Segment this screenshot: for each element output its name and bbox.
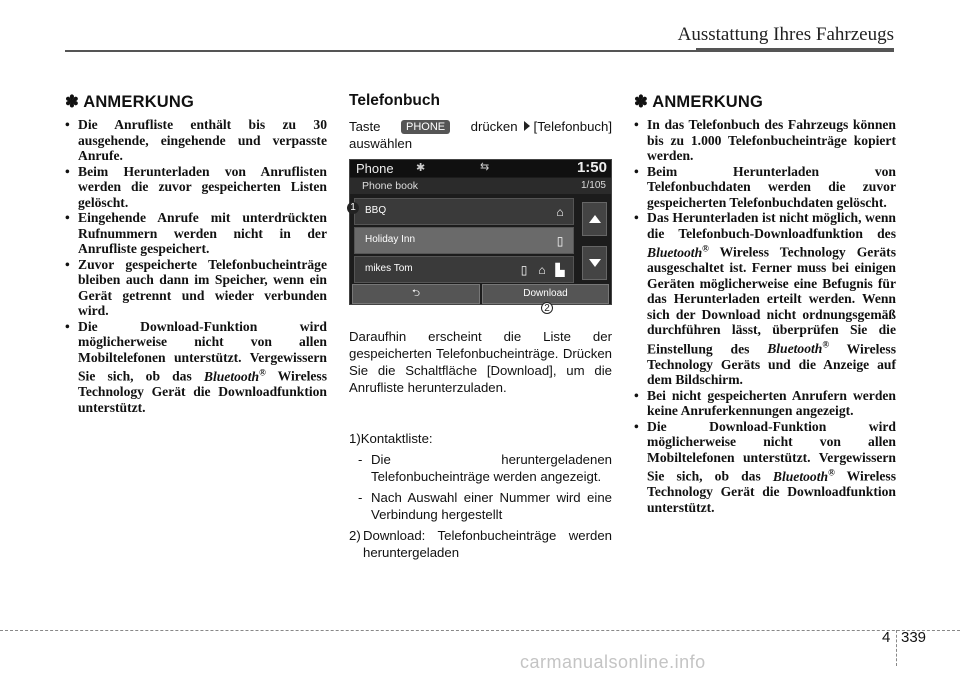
contact-row[interactable] (354, 227, 574, 254)
mobile-icon: ▯ (556, 234, 564, 248)
note-bullet-text: Die Download-Funktion wird möglicherweise nicht von allen Mobiltelefonen unterstützt. Vergewissern Sie sich, ob das (78, 318, 327, 384)
note-bullet: • Die Download-Funktion wird möglicherweise nicht von allen Mobiltelefonen unterstützt. Vergewissern Sie sich, ob das Bluetooth® Wireless Technology Gerät die Downloadfunktion unterstützt. (65, 318, 328, 415)
step-text: drücken (470, 119, 518, 134)
note-bullet-text: In das Telefonbuch des Fahrzeugs können bis zu 1.000 Telefonbucheinträge kopiert werden. (647, 117, 896, 163)
step-text: [Telefonbuch] auswählen (349, 119, 612, 151)
chapter-number: 4 (882, 629, 891, 646)
bluetooth-brand: Bluetooth® (203, 367, 266, 384)
callout-1: 1 (347, 202, 359, 214)
note-bullet-text: Beim Herunterladen von Anruflisten werden die zuvor gespeicherten Listen gelöscht. (78, 163, 327, 210)
page-number-separator (896, 630, 897, 666)
download-button[interactable]: Download (482, 284, 609, 304)
arrow-up-icon (589, 215, 601, 223)
back-button[interactable]: ⮌ (352, 284, 480, 304)
contact-row[interactable] (354, 256, 574, 283)
phonebook-section (349, 92, 612, 560)
instruction-step (349, 118, 612, 152)
list-item (349, 527, 612, 561)
list-label: Kontaktliste: (360, 431, 433, 446)
note-bullet-text: Die Download-Funktion wird möglicherweise nicht von allen Mobiltelefonen unterstützt. Vergewissern Sie sich, ob das (647, 418, 896, 484)
left-note (65, 92, 327, 415)
sub-item: - Nach Auswahl einer Nummer wird eine Verbindung hergestellt (358, 490, 612, 522)
screen-list-header (350, 178, 611, 194)
note-bullet: • Bei nicht gespeicherten Anrufern werden keine Anruferkennungen angezeigt. (634, 387, 896, 419)
section-title: Telefonbuch (349, 92, 440, 109)
list-number: 2) (349, 528, 361, 543)
home-icon: ⌂ (556, 205, 564, 219)
screen-clock: 1:50 (576, 159, 607, 176)
right-note (634, 92, 896, 515)
header-rule-accent (696, 48, 894, 52)
note-bullet: • Beim Herunterladen von Telefonbuchdaten werden die zuvor gespeicherten Telefonbuchdaten gelöscht. (634, 163, 896, 210)
contact-name: Holiday Inn (365, 234, 416, 245)
watermark: carmanualsonline.info (520, 652, 706, 672)
note-title: ✽ ANMERKUNG (65, 93, 195, 111)
note-bullet: • Zuvor gespeicherte Telefonbucheinträge bleiben auch dann im Speicher, wenn ein Gerät getrennt und wieder verbunden wird. (65, 256, 327, 318)
numbered-list (349, 430, 612, 561)
scroll-down-button[interactable] (582, 246, 607, 280)
contact-row[interactable] (354, 198, 574, 225)
arrow-right-icon (524, 121, 530, 131)
note-bullet: • Beim Herunterladen von Anruflisten werden die zuvor gespeicherten Listen gelöscht. (65, 163, 327, 210)
note-bullet: • In das Telefonbuch des Fahrzeugs können bis zu 1.000 Telefonbucheinträge kopiert werden. (634, 117, 896, 163)
phone-key-badge: PHONE (401, 120, 450, 134)
note-bullet-text: Die Anrufliste enthält bis zu 30 ausgehende, eingehende und verpasste Anrufe. (78, 117, 327, 163)
home-icon: ⌂ (538, 263, 546, 277)
note-bullet-text: Eingehende Anrufe mit unterdrückten Rufnummern werden nicht in der Anrufliste gespeichert. (78, 210, 327, 256)
usb-icon: ⇆ (480, 161, 490, 173)
note-bullet-text: Wireless Technology Gerät die Downloadfunktion unterstützt. (78, 368, 328, 415)
phonebook-screen (349, 159, 612, 305)
bluetooth-brand: Bluetooth® (767, 339, 830, 357)
note-bullet-text: Das Herunterladen ist nicht möglich, wenn die Telefonbuch-Downloadfunktion des (647, 210, 896, 241)
contact-name: mikes Tom (365, 263, 413, 274)
step-text: Taste (349, 119, 381, 134)
page-header-title: Ausstattung Ihres Fahrzeugs (677, 24, 894, 45)
note-bullet-list (65, 117, 327, 415)
note-bullet-list (634, 117, 896, 515)
note-bullet-text: Bei nicht gespeicherten Anrufern werden keine Anruferkennungen angezeigt. (647, 387, 896, 419)
scroll-up-button[interactable] (582, 202, 607, 236)
screen-page-counter: 1/105 (580, 180, 606, 191)
screen-status-bar (350, 160, 611, 177)
callout-2: 2 (541, 302, 553, 314)
bluetooth-brand: Bluetooth® (647, 243, 709, 260)
list-number: 1) (349, 431, 361, 446)
screen-app-title: Phone (356, 161, 394, 176)
screen-list-title: Phone book (362, 180, 419, 192)
mobile-icon: ▯ (520, 263, 528, 277)
description-paragraph: Daraufhin erscheint die Liste der gespeicherten Telefonbucheinträge. Drücken Sie die Schaltfläche [Download], um die Anrufliste herunterzuladen. (349, 329, 612, 395)
note-bullet-text: Zuvor gespeicherte Telefonbucheinträge bleiben auch dann im Speicher, wenn ein Gerät getrennt und wieder verbunden wird. (78, 256, 327, 318)
bluetooth-icon: ✱ (416, 162, 426, 174)
note-bullet-text: Beim Herunterladen von Telefonbuchdaten werden die zuvor gespeicherten Telefonbuchdaten gelöscht. (647, 163, 896, 210)
arrow-down-icon (589, 259, 601, 267)
sub-item: - Die heruntergeladenen Telefonbucheinträge werden angezeigt. (358, 452, 612, 484)
office-icon: ▙ (555, 263, 565, 277)
note-bullet-text: Wireless Technology Gerät die Downloadfunktion unterstützt. (647, 468, 897, 515)
note-bullet-text: Wireless Technology Geräts und die Anzeige auf dem Bildschirm. (647, 341, 896, 388)
contact-name: BBQ (365, 205, 387, 216)
bluetooth-brand: Bluetooth® (772, 467, 835, 484)
page-number: 339 (901, 629, 927, 646)
note-bullet: • Die Anrufliste enthält bis zu 30 ausgehende, eingehende und verpasste Anrufe. (65, 117, 327, 163)
note-bullet-text: Wireless Technology Geräts ausgeschaltet ist. Ferner muss bei einigen Geräten möglicherweise eine Befugnis für das Herunterladen erteilt werden. Wenn sich der Download nicht ordnungsgemäß durchführen lässt, überprüfen Sie die Einstellung des (647, 244, 896, 357)
note-bullet: • Das Herunterladen ist nicht möglich, wenn die Telefonbuch-Downloadfunktion des Bluetooth® Wireless Technology Geräts ausgeschaltet ist. Ferner muss bei einigen Geräten möglicherweise eine Befugnis für das Herunterladen erteilt werden. Wenn sich der Download nicht ordnungsgemäß durchführen lässt, überprüfen Sie die Einstellung des Bluetooth® Wireless Technology Geräts und die Anzeige auf dem Bildschirm. (634, 210, 896, 388)
list-text: Download: Telefonbucheinträge werden heruntergeladen (363, 528, 612, 560)
note-bullet: • Die Download-Funktion wird möglicherweise nicht von allen Mobiltelefonen unterstützt. Vergewissern Sie sich, ob das Bluetooth® Wireless Technology Gerät die Downloadfunktion unterstützt. (634, 418, 897, 515)
list-item (349, 430, 612, 523)
screen-bottom-bar (350, 284, 611, 304)
footer-rule (0, 630, 960, 631)
note-title: ✽ ANMERKUNG (634, 93, 764, 111)
note-bullet: • Eingehende Anrufe mit unterdrückten Rufnummern werden nicht in der Anrufliste gespeichert. (65, 210, 327, 256)
